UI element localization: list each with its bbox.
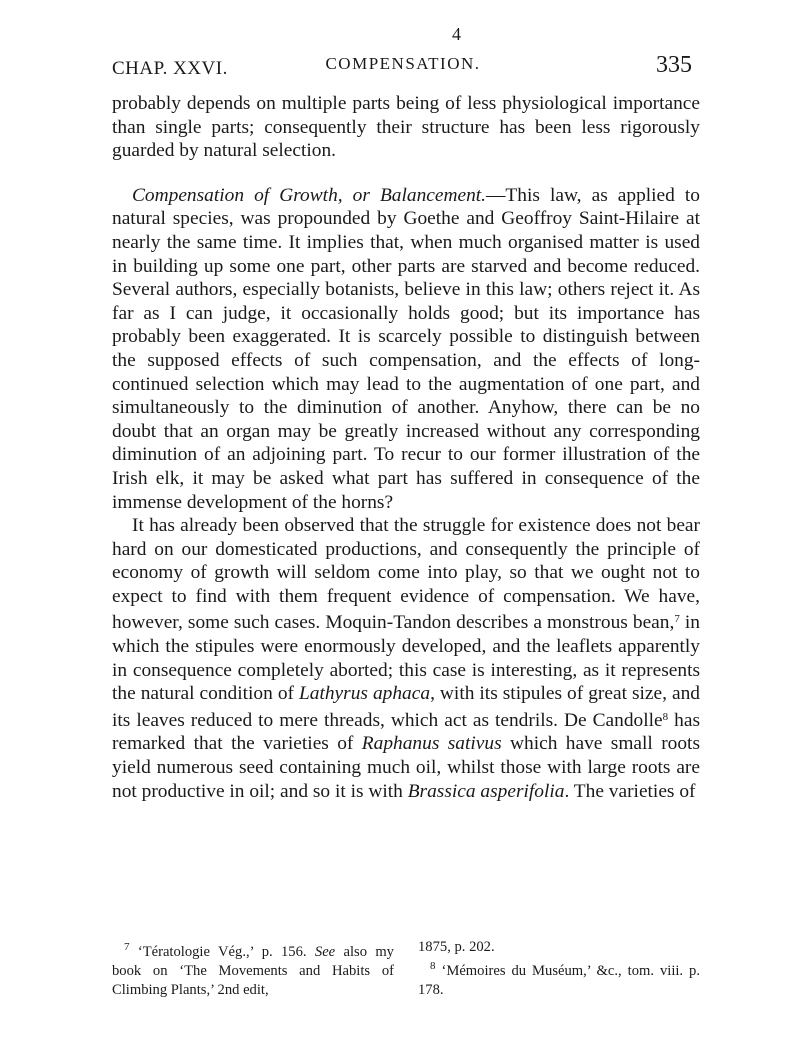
paragraph-text: has remarked that the varieties of — [112, 709, 700, 755]
footnote-text: also my book on ‘The Movements and Habits of Climbing Plants,’ 2nd edit, — [112, 944, 394, 998]
paragraph-text: in which the stipules were enormously developed, and the leaflets apparently in consequence completely aborted; this case is interesting, as it represents the natural condition of — [112, 612, 700, 705]
footnote-7 — [112, 938, 394, 1000]
footnote-number: 8 — [430, 960, 436, 972]
paragraph-domesticated — [112, 514, 700, 803]
footnote-7-continued: 1875, p. 202. — [418, 939, 495, 955]
footnote-column-left — [112, 938, 394, 1000]
footnote-column-right — [418, 938, 700, 1000]
footnotes — [112, 938, 700, 1000]
chapter-label: CHAP. XXVI. — [112, 58, 228, 79]
paragraph-text: , with its stipules of great size, and its leaves reduced to mere threads, which act as tendrils. De Candolle — [112, 683, 700, 731]
paragraph-text: —This law, as applied to natural species, was propounded by Goethe and Geoffroy Saint-Hilaire at nearly the same time. It implies that, when much organised matter is used in building up some one part, other parts are starved and become reduced. Several authors, especially botanists, believe in this law; others reject it. As far as I can judge, it occasionally holds good; but its importance has probably been exaggerated. It is scarcely possible to distinguish between the supposed effects of such compensation, and the effects of long-continued selection which may lead to the augmentation of one part, and simultaneously to the diminution of another. Anyhow, there can be no doubt that an organ may be greatly increased without any corresponding diminution of an adjoining part. To recur to our former illustration of the Irish elk, it may be asked what part has suffered in consequence of the immense development of the horns? — [112, 184, 700, 513]
paragraph-text: It has already been observed that the struggle for existence does not bear hard on our domesticated productions, and consequently the principle of economy of growth will seldom come into play, so that we ought not to expect to find with them frequent evidence of compensation. We have, however, some such cases. Moquin-Tandon describes a monstrous bean, — [112, 515, 700, 634]
paragraph-text: which have small roots yield numerous seed containing much oil, whilst those with large roots are not productive in oil; and so it is with — [112, 733, 700, 802]
running-title: COMPENSATION. — [325, 54, 481, 73]
top-ink-mark: 4 — [452, 24, 461, 44]
species-name: Raphanus sativus — [361, 733, 502, 755]
main-text — [112, 92, 700, 803]
footnote-8 — [418, 957, 700, 1000]
footnote-number: 7 — [124, 941, 130, 953]
footnote-ref-8: 8 — [662, 710, 669, 723]
footnote-text: ‘Mémoires du Muséum,’ &c., tom. viii. p. 178. — [418, 963, 700, 998]
paragraph-continuation: probably depends on multiple parts being of less physiological importance than single parts; consequently their structure has been less rigorously guarded by natural selection. — [112, 93, 700, 162]
paragraph-compensation — [112, 184, 700, 514]
page-number: 335 — [656, 52, 692, 78]
footnote-ref-7: 7 — [674, 613, 680, 626]
section-heading: Compensation of Growth, or Balancement. — [132, 184, 487, 206]
running-header — [112, 52, 694, 84]
footnote-see: See — [314, 944, 336, 960]
paragraph-text: . The varieties of — [564, 780, 696, 802]
footnote-text: ‘Tératologie Vég.,’ p. 156. — [129, 944, 315, 960]
species-name: Brassica asperifolia — [407, 780, 565, 802]
species-name: Lathyrus aphaca — [299, 683, 431, 705]
